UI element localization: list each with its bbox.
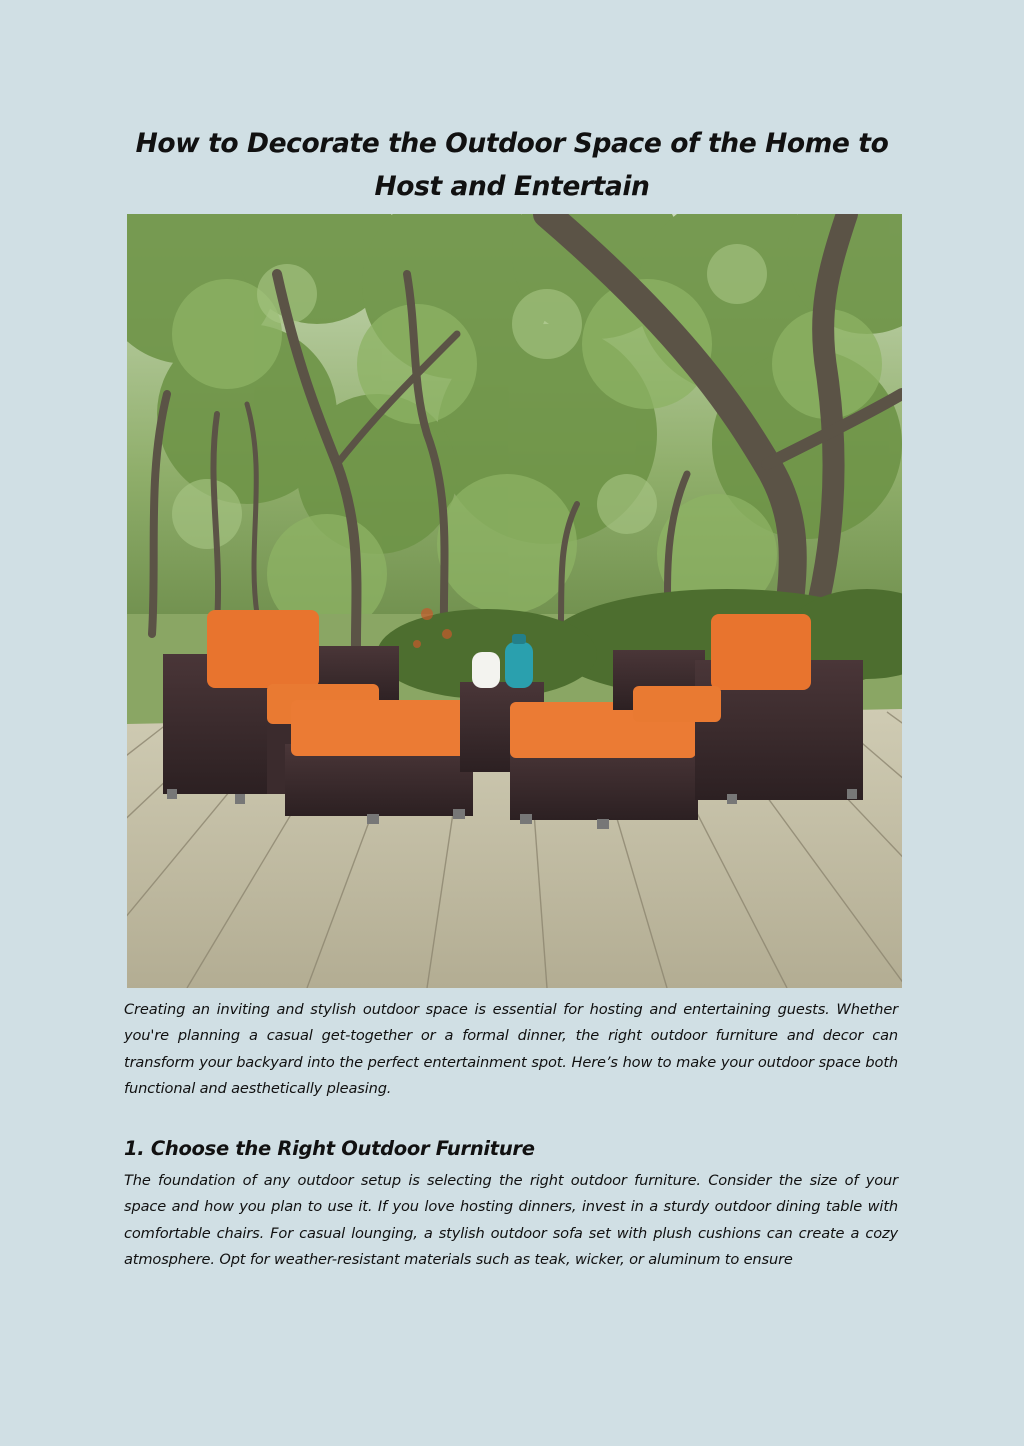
section-heading-choose-furniture: 1. Choose the Right Outdoor Furniture: [124, 1137, 535, 1160]
section-body-choose-furniture: The foundation of any outdoor setup is selecting the right outdoor furniture. Consider the size of your space and how you plan to use it. If you love hosting dinners, invest in a sturdy outdoor dining table with comfortable chairs. For casual lounging, a stylish outdoor sofa set with plush cushions can create a cozy atmosphere. Opt for weather-resistant materials such as teak, wicker, or aluminum to ensure: [124, 1172, 898, 1268]
hero-photo-outdoor-furniture: [127, 214, 902, 988]
article-title: How to Decorate the Outdoor Space of the Home to Host and Entertain: [135, 128, 889, 202]
intro-paragraph: Creating an inviting and stylish outdoor space is essential for hosting and entertaining guests. Whether you're planning a casual get-together or a formal dinner, the right outdoor furniture and decor can transform your backyard into the perfect entertainment spot. Here’s how to make your outdoor space both functional and aesthetically pleasing.: [124, 1001, 898, 1097]
